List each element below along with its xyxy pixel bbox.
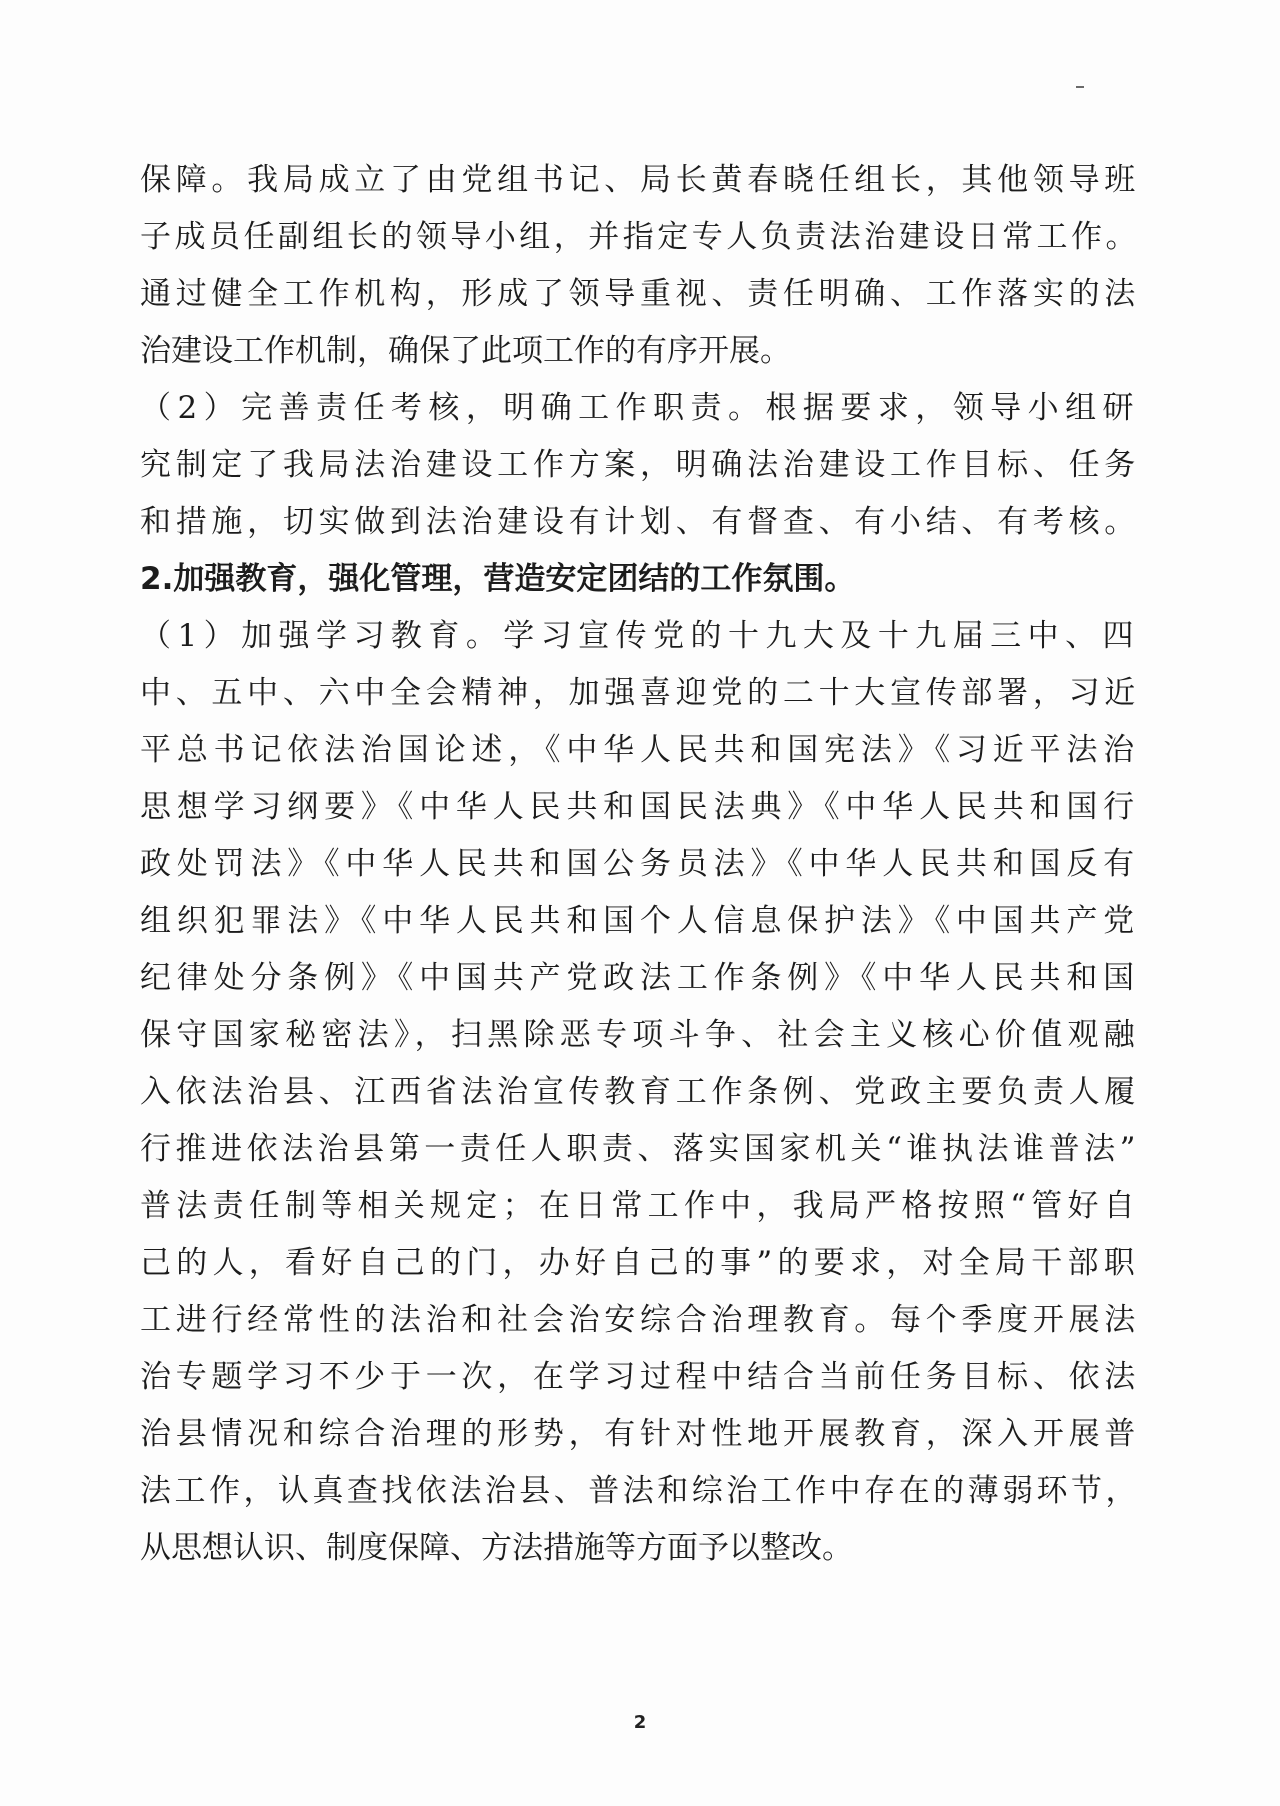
- body-line: （1）加强学习教育。学习宣传党的十九大及十九届三中、四: [140, 618, 1140, 654]
- page-number: 2: [633, 1712, 647, 1733]
- body-line: 从思想认识、制度保障、方法措施等方面予以整改。: [140, 1530, 853, 1566]
- body-line: 治专题学习不少于一次，在学习过程中结合当前任务目标、依法: [140, 1359, 1140, 1395]
- scan-mark: [1076, 86, 1084, 88]
- body-line: 中、五中、六中全会精神，加强喜迎党的二十大宣传部署，习近: [140, 675, 1140, 711]
- body-line: 政处罚法》《中华人民共和国公务员法》《中华人民共和国反有: [140, 846, 1140, 882]
- body-line: 通过健全工作机构，形成了领导重视、责任明确、工作落实的法: [140, 276, 1140, 312]
- document-body: [140, 152, 1140, 1577]
- body-line: 普法责任制等相关规定；在日常工作中，我局严格按照“管好自: [140, 1188, 1140, 1224]
- body-line: 行推进依法治县第一责任人职责、落实国家机关“谁执法谁普法”: [140, 1131, 1140, 1167]
- body-line: 组织犯罪法》《中华人民共和国个人信息保护法》《中国共产党: [140, 903, 1140, 939]
- body-line: （2）完善责任考核，明确工作职责。根据要求，领导小组研: [140, 390, 1140, 426]
- body-line: 保守国家秘密法》，扫黑除恶专项斗争、社会主义核心价值观融: [140, 1017, 1140, 1053]
- body-line: 纪律处分条例》《中国共产党政法工作条例》《中华人民共和国: [140, 960, 1140, 996]
- body-line: 和措施，切实做到法治建设有计划、有督查、有小结、有考核。: [140, 504, 1140, 540]
- body-line: 子成员任副组长的领导小组，并指定专人负责法治建设日常工作。: [140, 219, 1140, 255]
- body-line: 治建设工作机制，确保了此项工作的有序开展。: [140, 333, 791, 369]
- body-line: 己的人，看好自己的门，办好自己的事”的要求，对全局干部职: [140, 1245, 1140, 1281]
- body-line: 平总书记依法治国论述，《中华人民共和国宪法》《习近平法治: [140, 732, 1140, 768]
- body-line: 保障。我局成立了由党组书记、局长黄春晓任组长，其他领导班: [140, 162, 1140, 198]
- body-line: 治县情况和综合治理的形势，有针对性地开展教育，深入开展普: [140, 1416, 1140, 1452]
- body-line: 究制定了我局法治建设工作方案，明确法治建设工作目标、任务: [140, 447, 1140, 483]
- body-line: 思想学习纲要》《中华人民共和国民法典》《中华人民共和国行: [140, 789, 1140, 825]
- section-heading: 2.加强教育，强化管理，营造安定团结的工作氛围。: [140, 561, 856, 597]
- body-line: 工进行经常性的法治和社会治安综合治理教育。每个季度开展法: [140, 1302, 1140, 1338]
- body-line: 入依法治县、江西省法治宣传教育工作条例、党政主要负责人履: [140, 1074, 1140, 1110]
- body-line: 法工作，认真查找依法治县、普法和综治工作中存在的薄弱环节，: [140, 1473, 1140, 1509]
